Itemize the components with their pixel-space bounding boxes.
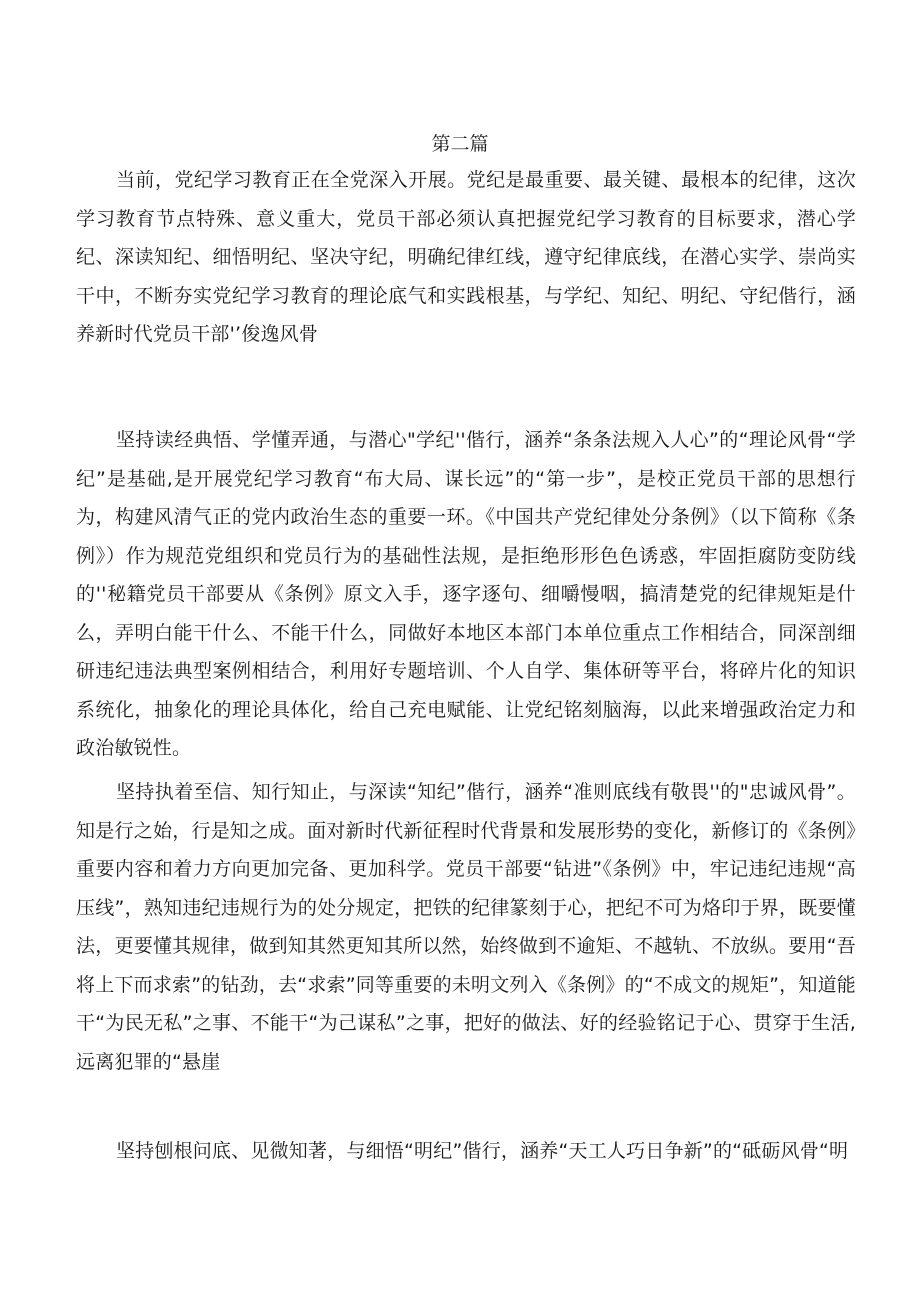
document-title: 第二篇 xyxy=(431,133,489,155)
paragraph-3: 坚持执着至信、知行知止，与深读“知纪”偕行，涵养“准则底线有敬畏''的"忠诚风骨”。知是行之始，行是知之成。面对新时代新征程时代背景和发展形势的变化，新修订的《条例》重要内容和着力方向更加完备、更加科学。党员干部要“钻进”《条例》中，牢记违纪违规“高压线”，熟知违纪违规行为的处分规定，把铁的纪律篆刻于心，把纪不可为烙印于界，既要懂法，更要懂其规律，做到知其然更知其所以然，始终做到不逾矩、不越轨、不放纵。要用“吾将上下而求索”的钻劲，去“求索”同等重要的未明文列入《条例》的“不成文的规矩”，知道能干“为民无私”之事、不能干“为己谋私”之事，把好的做法、好的经验铭记于心、贯穿于生活,远离犯罪的“悬崖 xyxy=(76,781,856,1073)
paragraph-4: 坚持刨根问底、见微知著，与细悟“明纪”偕行，涵养“天工人巧日争新”的“砥砺风骨“明 xyxy=(116,1140,849,1162)
paragraph-2: 坚持读经典悟、学懂弄通，与潜心"学纪''偕行，涵养“条条法规入人心”的“理论风骨“学纪”是基础,是开展党纪学习教育“布大局、谋长远”的“第一步”，是校正党员干部的思想行为，构建风清气正的党内政治生态的重要一环。《中国共产党纪律处分条例》（以下简称《条例》）作为规范党组织和党员行为的基础性法规，是拒绝形形色色诱惑，牢固拒腐防变防线的''秘籍党员干部要从《条例》原文入手，逐字逐句、细嚼慢咽，搞清楚党的纪律规矩是什么，弄明白能干什么、不能干什么，同做好本地区本部门本单位重点工作相结合，同深剖细研违纪违法典型案例相结合，利用好专题培训、个人自学、集体研等平台，将碎片化的知识系统化，抽象化的理论具体化，给自己充电赋能、让党纪铭刻脑海，以此来增强政治定力和政治敏锐性。 xyxy=(76,429,856,759)
paragraph-1: 当前，党纪学习教育正在全党深入开展。党纪是最重要、最关键、最根本的纪律，这次学习教育节点特殊、意义重大，党员干部必须认真把握党纪学习教育的目标要求，潜心学纪、深读知纪、细悟明纪、坚决守纪，明确纪律红线，遵守纪律底线，在潜心实学、崇尚实干中，不断夯实党纪学习教育的理论底气和实践根基，与学纪、知纪、明纪、守纪偕行，涵养新时代党员干部'’俊逸风骨 xyxy=(76,169,856,345)
